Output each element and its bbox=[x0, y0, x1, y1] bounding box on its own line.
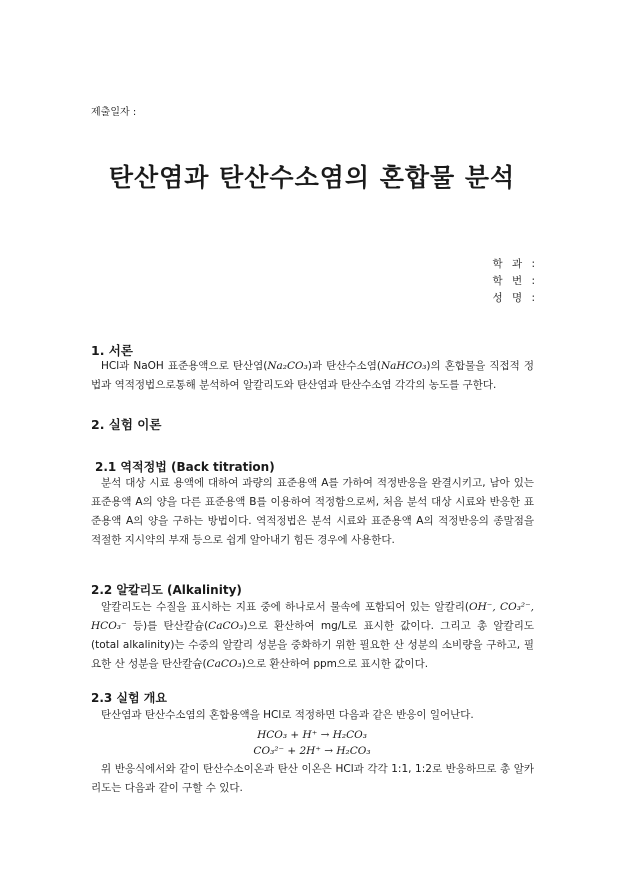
subsection-heading-back-titration: 2.1 역적정법 (Back titration) bbox=[95, 460, 275, 474]
student-name-label: 성 명 : bbox=[492, 292, 538, 304]
section-heading-theory: 2. 실험 이론 bbox=[91, 417, 162, 432]
reaction-equation-bicarbonate: HCO₃ + H⁺ → H₂CO₃ bbox=[257, 729, 367, 741]
page-title: 탄산염과 탄산수소염의 혼합물 분석 bbox=[108, 163, 516, 192]
formula-calcium-carbonate-2: CaCO₃ bbox=[206, 658, 242, 670]
subsection-heading-experiment-overview: 2.3 실험 개요 bbox=[91, 691, 167, 705]
alkalinity-paragraph: 알칼리도는 수질을 표시하는 지표 중에 하나로서 물속에 포함되어 있는 알칼리(OH⁻, CO₃²⁻, HCO₃⁻ 등)를 탄산칼슘(CaCO₃)으로 환산하여 mg/L로 표시한 값이다. 그리고 총 알칼리도(total alkalinity)는 수중의 알칼리 성분을 중화하기 위한 필요한 산 성분의 소비량을 구하고, 필요한 산 성분을 탄산칼슘(CaCO₃)으로 환산하여 ppm으로 표시한 값이다. bbox=[91, 601, 534, 670]
section-heading-introduction: 1. 서론 bbox=[91, 343, 133, 358]
subsection-heading-alkalinity: 2.2 알칼리도 (Alkalinity) bbox=[91, 583, 242, 597]
overview-outro-paragraph: 위 반응식에서와 같이 탄산수소이온과 탄산 이온은 HCl과 각각 1:1, 1:2로 반응하므로 총 알카리도는 다음과 같이 구할 수 있다. bbox=[91, 763, 534, 794]
formula-sodium-carbonate: Na₂CO₃ bbox=[267, 360, 308, 372]
back-titration-paragraph: 분석 대상 시료 용액에 대하여 과량의 표준용액 A를 가하여 적정반응을 완결시키고, 남아 있는 표준용액 A의 양을 다른 표준용액 B를 이용하여 적정함으로써, 처음 분석 대상 시료와 반응한 표준용액 A의 양을 구하는 방법이다. 역적정법은 분석 시료와 표준용액 A의 적정반응의 종말점을 적절한 지시약의 부재 등으로 쉽게 알아내기 힘든 경우에 사용한다. bbox=[91, 477, 534, 546]
submission-date-label: 제출일자 : bbox=[91, 107, 137, 118]
reaction-equation-carbonate: CO₃²⁻ + 2H⁺ → H₂CO₃ bbox=[253, 745, 371, 757]
department-label: 학 과 : bbox=[492, 258, 538, 270]
formula-sodium-bicarbonate: NaHCO₃ bbox=[380, 360, 427, 372]
student-id-label: 학 번 : bbox=[492, 275, 538, 287]
formula-calcium-carbonate: CaCO₃ bbox=[208, 620, 244, 632]
overview-intro-paragraph: 탄산염과 탄산수소염의 혼합용액을 HCl로 적정하면 다음과 같은 반응이 일어난다. bbox=[101, 709, 474, 721]
formula-alkali-ions: OH⁻, CO₃²⁻, HCO₃⁻ bbox=[91, 601, 534, 632]
introduction-paragraph: HCl과 NaOH 표준용액으로 탄산염(Na₂CO₃)과 탄산수소염(NaHCO₃)의 혼합물을 직접적 정법과 역적정법으로통해 분석하여 알칼리도와 탄산염과 탄산수소염 각각의 농도를 구한다. bbox=[91, 360, 534, 391]
